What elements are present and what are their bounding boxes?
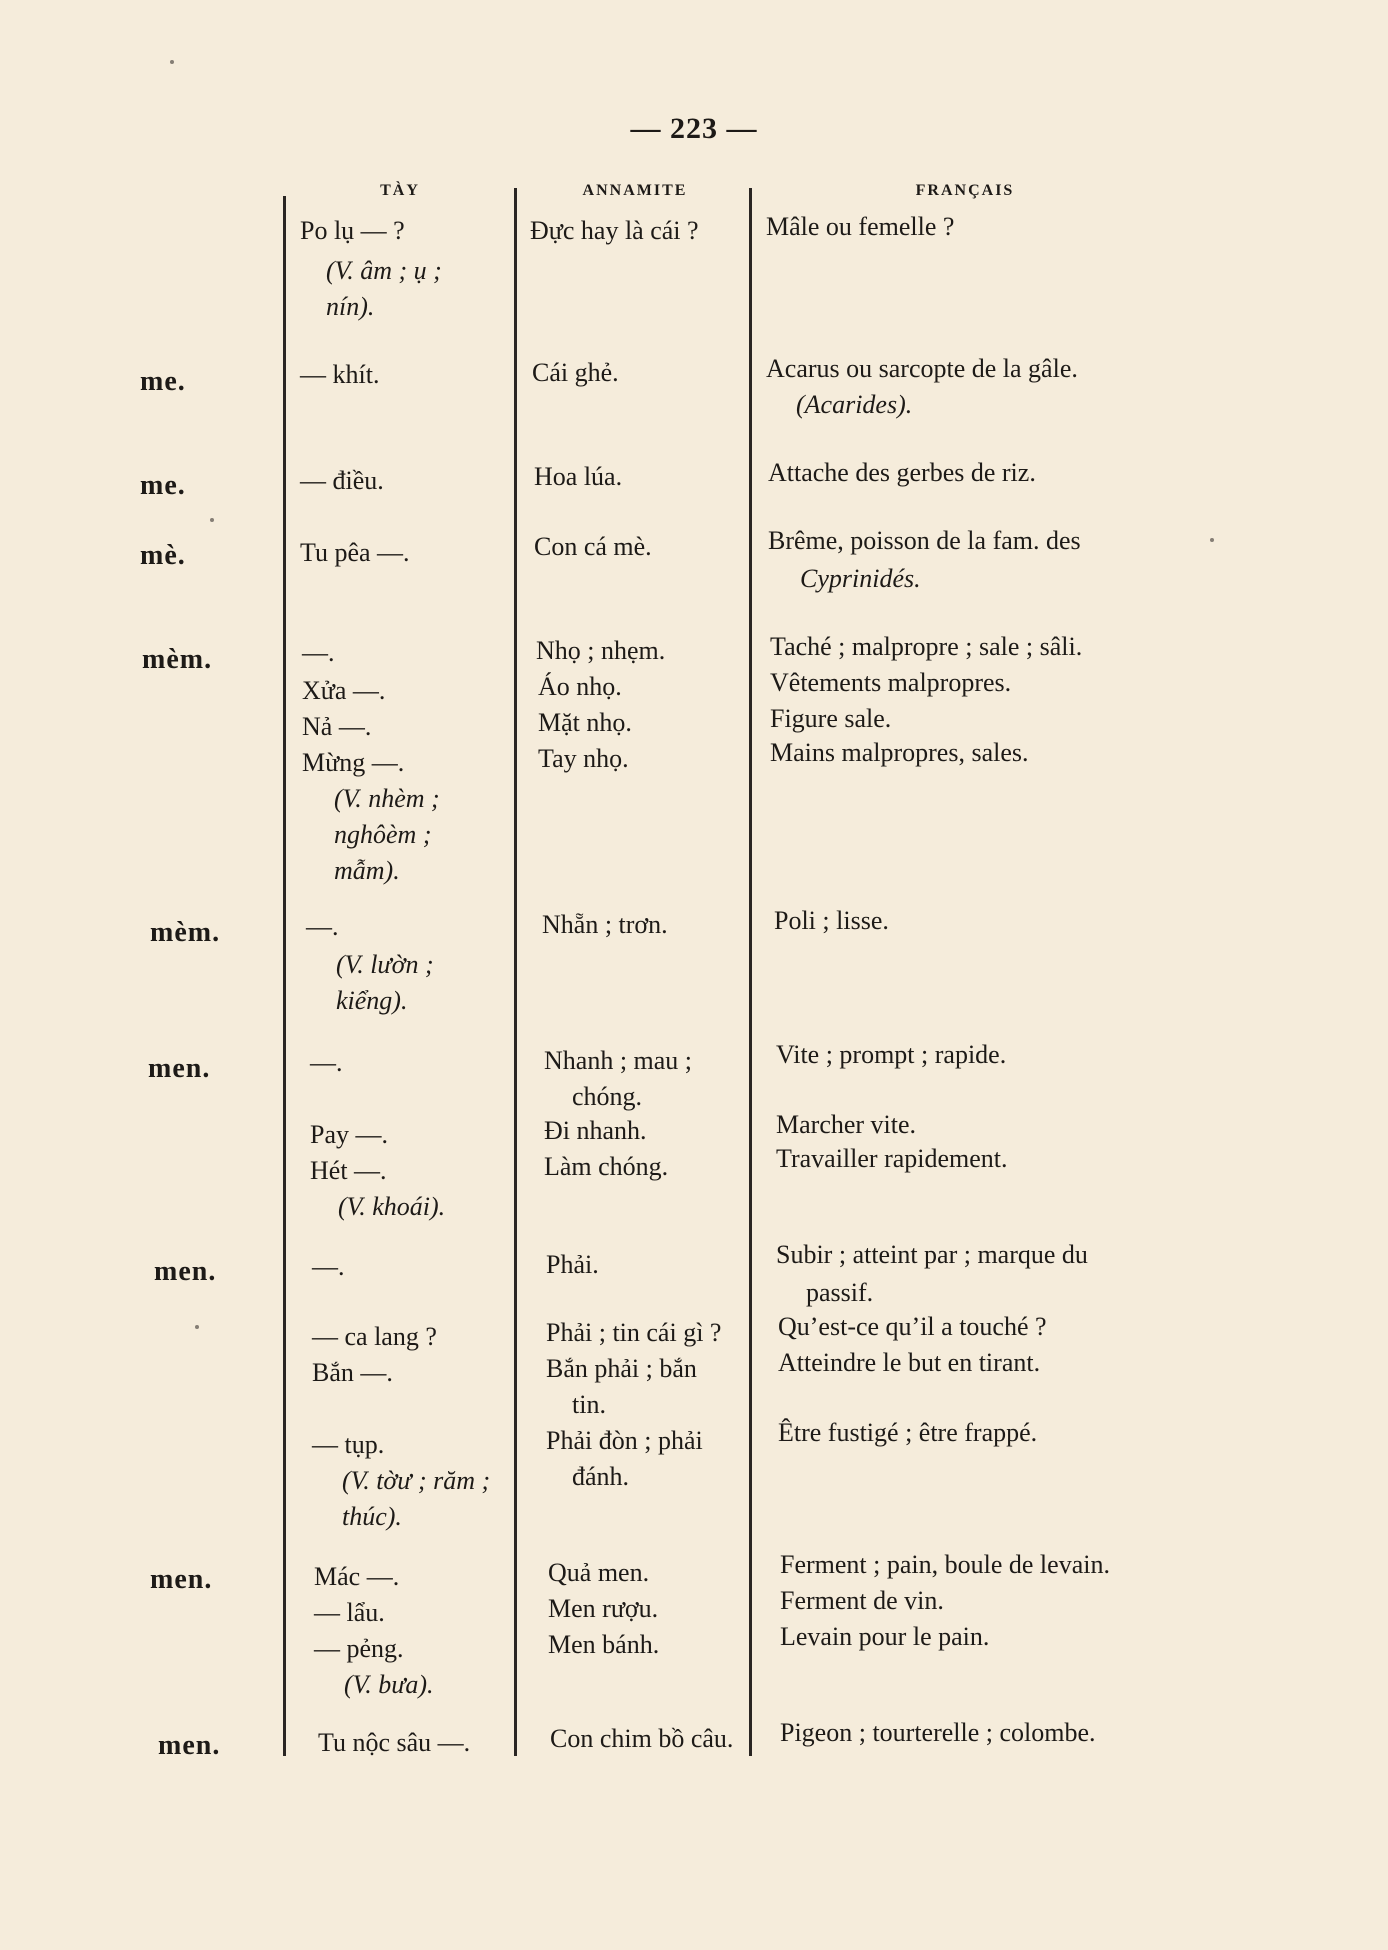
tay-line: mẫm). bbox=[334, 856, 400, 885]
francais-line: Poli ; lisse. bbox=[774, 906, 889, 935]
annamite-line: Con cá mè. bbox=[534, 532, 652, 561]
tay-line: (V. âm ; ụ ; bbox=[326, 256, 442, 285]
tay-line: (V. nhèm ; bbox=[334, 784, 440, 813]
headword: men. bbox=[150, 1564, 213, 1595]
francais-line: Qu’est-ce qu’il a touché ? bbox=[778, 1312, 1047, 1341]
tay-line: — điều. bbox=[300, 466, 384, 495]
headword: mèm. bbox=[150, 917, 221, 948]
speck bbox=[1210, 538, 1214, 542]
tay-line: —. bbox=[306, 912, 339, 941]
annamite-line: Nhọ ; nhẹm. bbox=[536, 636, 666, 665]
tay-line: — pẻng. bbox=[314, 1634, 404, 1663]
annamite-line: Làm chóng. bbox=[544, 1152, 669, 1181]
tay-line: — tụp. bbox=[312, 1430, 385, 1459]
francais-line: Cyprinidés. bbox=[800, 564, 921, 593]
francais-line: Taché ; malpropre ; sale ; sâli. bbox=[770, 632, 1083, 661]
annamite-line: Đi nhanh. bbox=[544, 1116, 647, 1145]
annamite-line: chóng. bbox=[572, 1082, 643, 1111]
francais-line: Pigeon ; tourterelle ; colombe. bbox=[780, 1718, 1096, 1747]
francais-line: Vêtements malpropres. bbox=[770, 668, 1012, 697]
annamite-line: Nhẵn ; trơn. bbox=[542, 910, 668, 939]
headword: men. bbox=[154, 1256, 217, 1287]
annamite-line: Đực hay là cái ? bbox=[530, 216, 699, 245]
tay-line: nghôèm ; bbox=[334, 820, 432, 849]
tay-line: (V. khoái). bbox=[338, 1192, 446, 1221]
francais-line: Marcher vite. bbox=[776, 1110, 917, 1139]
page-number: — 223 — bbox=[630, 112, 758, 145]
headword: mèm. bbox=[142, 644, 213, 675]
francais-line: Être fustigé ; être frappé. bbox=[778, 1418, 1038, 1447]
column-header-tay: TÀY bbox=[380, 182, 420, 199]
annamite-line: Quả men. bbox=[548, 1558, 650, 1587]
headword: me. bbox=[140, 366, 186, 397]
francais-line: Vite ; prompt ; rapide. bbox=[776, 1040, 1007, 1069]
column-divider-1 bbox=[283, 196, 286, 1756]
francais-line: Ferment de vin. bbox=[780, 1586, 944, 1615]
francais-line: Levain pour le pain. bbox=[780, 1622, 990, 1651]
annamite-line: Con chim bồ câu. bbox=[550, 1724, 734, 1753]
tay-line: Nả —. bbox=[302, 712, 372, 741]
column-header-francais: FRANÇAIS bbox=[915, 182, 1015, 199]
tay-line: (V. tờư ; răm ; bbox=[342, 1466, 491, 1495]
tay-line: — khít. bbox=[300, 360, 380, 389]
headword: men. bbox=[158, 1730, 221, 1761]
francais-line: passif. bbox=[806, 1278, 874, 1307]
annamite-line: Men bánh. bbox=[548, 1630, 660, 1659]
francais-line: Attache des gerbes de riz. bbox=[768, 458, 1036, 487]
tay-line: thúc). bbox=[342, 1502, 402, 1531]
francais-line: Ferment ; pain, boule de levain. bbox=[780, 1550, 1110, 1579]
tay-line: (V. bưa). bbox=[344, 1670, 434, 1699]
francais-line: Subir ; atteint par ; marque du bbox=[776, 1240, 1088, 1269]
headword: men. bbox=[148, 1053, 211, 1084]
headword: me. bbox=[140, 470, 186, 501]
francais-line: Figure sale. bbox=[770, 704, 892, 733]
tay-line: Xửa —. bbox=[302, 676, 386, 705]
francais-line: Mains malpropres, sales. bbox=[770, 738, 1029, 767]
column-divider-3 bbox=[749, 188, 752, 1756]
tay-line: Mừng —. bbox=[302, 748, 405, 777]
annamite-line: Phải ; tin cái gì ? bbox=[546, 1318, 722, 1347]
annamite-line: Men rượu. bbox=[548, 1594, 659, 1623]
tay-line: —. bbox=[310, 1048, 343, 1077]
francais-line: Acarus ou sarcopte de la gâle. bbox=[766, 354, 1078, 383]
speck bbox=[195, 1325, 199, 1329]
annamite-line: tin. bbox=[572, 1390, 606, 1419]
annamite-line: Hoa lúa. bbox=[534, 462, 623, 491]
tay-line: —. bbox=[302, 638, 335, 667]
tay-line: Hét —. bbox=[310, 1156, 387, 1185]
tay-line: Mác —. bbox=[314, 1562, 400, 1591]
headword: mè. bbox=[140, 540, 186, 571]
francais-line: Brême, poisson de la fam. des bbox=[768, 526, 1081, 555]
column-divider-2 bbox=[514, 188, 517, 1756]
speck bbox=[210, 518, 214, 522]
francais-line: Travailler rapidement. bbox=[776, 1144, 1008, 1173]
annamite-line: Mặt nhọ. bbox=[538, 708, 632, 737]
annamite-line: Phải đòn ; phải bbox=[546, 1426, 703, 1455]
annamite-line: Phải. bbox=[546, 1250, 599, 1279]
annamite-line: Tay nhọ. bbox=[538, 744, 629, 773]
francais-line: Mâle ou femelle ? bbox=[766, 212, 955, 241]
column-header-annamite: ANNAMITE bbox=[582, 182, 688, 199]
tay-line: Tu nộc sâu —. bbox=[318, 1728, 471, 1757]
tay-line: Tu pêa —. bbox=[300, 538, 410, 567]
annamite-line: Nhanh ; mau ; bbox=[544, 1046, 693, 1075]
tay-line: kiểng). bbox=[336, 986, 408, 1015]
tay-line: (V. lườn ; bbox=[336, 950, 434, 979]
tay-line: — lẩu. bbox=[314, 1598, 385, 1627]
francais-line: (Acarides). bbox=[796, 390, 913, 419]
annamite-line: Cái ghẻ. bbox=[532, 358, 619, 387]
tay-line: nín). bbox=[326, 292, 375, 321]
tay-line: Bắn —. bbox=[312, 1358, 393, 1387]
tay-line: Po lụ — ? bbox=[300, 216, 405, 245]
speck bbox=[170, 60, 174, 64]
tay-line: — ca lang ? bbox=[312, 1322, 437, 1351]
tay-line: —. bbox=[312, 1252, 345, 1281]
annamite-line: đánh. bbox=[572, 1462, 630, 1491]
tay-line: Pay —. bbox=[310, 1120, 388, 1149]
annamite-line: Áo nhọ. bbox=[538, 672, 622, 701]
annamite-line: Bắn phải ; bắn bbox=[546, 1354, 697, 1383]
francais-line: Atteindre le but en tirant. bbox=[778, 1348, 1041, 1377]
